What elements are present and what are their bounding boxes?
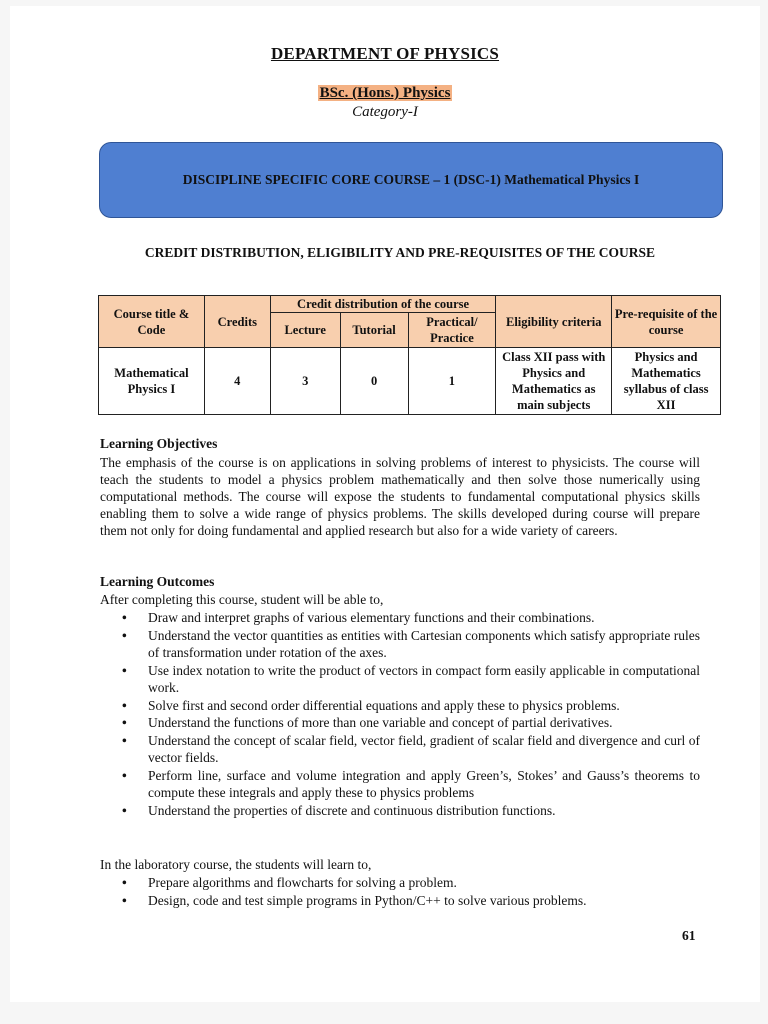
learning-outcomes-heading: Learning Outcomes [100, 574, 215, 589]
list-item: • Understand the vector quantities as entities with Cartesian components which satisfy appropriate rules of transformation under rotation of the axes. [100, 627, 700, 662]
department-title: DEPARTMENT OF PHYSICS [270, 44, 500, 63]
header-tutorial: Tutorial [340, 313, 408, 348]
header-prerequisite: Pre-requisite of the course [612, 296, 721, 348]
course-title: DISCIPLINE SPECIFIC CORE COURSE – 1 (DSC-1) Mathematical Physics I [182, 172, 640, 187]
list-item: • Solve first and second order differential equations and apply these to physics problems. [100, 697, 700, 715]
cell-prerequisite: Physics and Mathematics syllabus of class XII [612, 348, 721, 415]
cell-practical: 1 [408, 348, 496, 415]
credit-table [98, 295, 721, 415]
table-header-row [99, 296, 721, 313]
header-course-title: Course title & Code [99, 296, 205, 348]
list-item: • Use index notation to write the product of vectors in compact form easily applicable in computational work. [100, 662, 700, 697]
header-lecture: Lecture [270, 313, 340, 348]
cell-tutorial: 0 [340, 348, 408, 415]
document-page [10, 6, 760, 1002]
course-title-box [99, 142, 723, 218]
credit-distribution-heading: CREDIT DISTRIBUTION, ELIGIBILITY AND PRE-REQUISITES OF THE COURSE [144, 245, 656, 260]
lab-list [100, 874, 700, 909]
header-credit-distribution: Credit distribution of the course [270, 296, 496, 313]
list-item: • Perform line, surface and volume integration and apply Green’s, Stokes’ and Gauss’s theorems to compute these integrals and apply these to physics problems [100, 767, 700, 802]
list-item: • Understand the concept of scalar field, vector field, gradient of scalar field and divergence and curl of vector fields. [100, 732, 700, 767]
header-eligibility: Eligibility criteria [496, 296, 612, 348]
lab-intro: In the laboratory course, the students will learn to, [100, 857, 372, 872]
list-item: • Understand the functions of more than one variable and concept of partial derivatives. [100, 714, 700, 732]
category-label: Category-I [352, 104, 418, 120]
table-row [99, 348, 721, 415]
cell-lecture: 3 [270, 348, 340, 415]
list-item: • Understand the properties of discrete and continuous distribution functions. [100, 802, 700, 820]
programme-title: BSc. (Hons.) Physics [319, 85, 451, 101]
cell-credits: 4 [204, 348, 270, 415]
learning-objectives-heading: Learning Objectives [100, 436, 218, 451]
list-item: • Design, code and test simple programs in Python/C++ to solve various problems. [100, 892, 700, 910]
cell-eligibility: Class XII pass with Physics and Mathematics as main subjects [496, 348, 612, 415]
header-credits: Credits [204, 296, 270, 348]
list-item: • Draw and interpret graphs of various elementary functions and their combinations. [100, 609, 700, 627]
header-practical: Practical/ Practice [408, 313, 496, 348]
page-number: 61 [682, 928, 696, 943]
learning-outcomes-intro: After completing this course, student will be able to, [100, 592, 384, 607]
programme-line [10, 84, 760, 102]
learning-objectives-text: The emphasis of the course is on applications in solving problems of interest to physicists. The course will teach the students to model a physics problem mathematically and then solve those numerically using computational methods. The course will expose the students to fundamental computational physics skills enabling them to solve a wide range of physics problems. The skills developed during course will prepare them not only for doing fundamental and applied research but also for a wide variety of careers. [100, 455, 700, 538]
cell-course-title: Mathematical Physics I [99, 348, 205, 415]
learning-outcomes-list [100, 609, 700, 819]
list-item: • Prepare algorithms and flowcharts for solving a problem. [100, 874, 700, 892]
